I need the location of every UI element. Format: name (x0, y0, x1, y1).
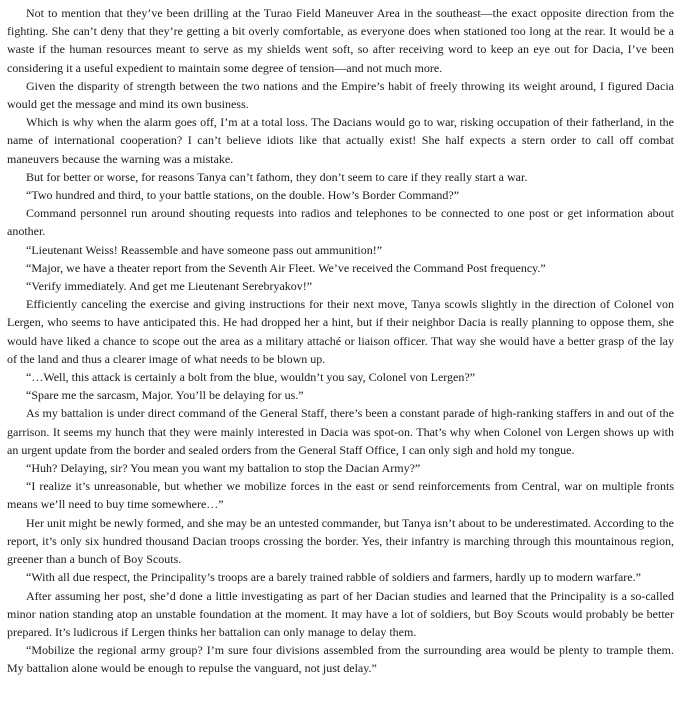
paragraph: Efficiently canceling the exercise and giving instructions for their next move, Tanya scowls slightly in the direction of Colonel von Lergen, who seems to have anticipated this. He had dropped her a hint, but if their neighbor Dacia is really planning to oppose them, she would have liked a chance to scope out the area as a military attaché or liaison officer. That way she would have a better grasp of the lay of the land and thus a clearer image of what needs to be blown up. (7, 297, 674, 366)
paragraph: Command personnel run around shouting requests into radios and telephones to be connected to one post or get information about another. (7, 206, 674, 239)
paragraph: “Major, we have a theater report from the Seventh Air Fleet. We’ve received the Command Post frequency.” (26, 260, 546, 275)
paragraph: “Spare me the sarcasm, Major. You’ll be delaying for us.” (26, 388, 304, 403)
paragraph: “Mobilize the regional army group? I’m sure four divisions assembled from the surrounding area would be plenty to trample them. My battalion alone would be enough to repulse the vanguard, not just delay.” (7, 643, 674, 676)
paragraph: “…Well, this attack is certainly a bolt from the blue, wouldn’t you say, Colonel von Lergen?” (26, 370, 476, 385)
paragraph: “Two hundred and third, to your battle stations, on the double. How’s Border Command?” (26, 188, 460, 203)
paragraph: Given the disparity of strength between the two nations and the Empire’s habit of freely throwing its weight around, I figured Dacia would get the message and mind its own business. (7, 78, 674, 112)
paragraph: “Verify immediately. And get me Lieutenant Serebryakov!” (26, 279, 313, 294)
paragraph: “I realize it’s unreasonable, but whether we mobilize forces in the east or send reinforcements from Central, war on multiple fronts means we’ll need to buy time somewhere…” (7, 479, 674, 512)
paragraph: “Huh? Delaying, sir? You mean you want my battalion to stop the Dacian Army?” (26, 461, 421, 476)
paragraph: Not to mention that they’ve been drilling at the Turao Field Maneuver Area in the southeast—the exact opposite direction from the fighting. She can’t deny that they’re getting a bit overly comfortable, as everyone does when stationed too long at the rear. It would be a waste if the human resources meant to serve as my shields went soft, so after receiving word to keep an eye out for Dacia, I’ve been considering it a useful expedient to maintain some degree of tension—and not much more. (7, 6, 674, 75)
paragraph: After assuming her post, she’d done a little investigating as part of her Dacian studies and learned that the Principality is a so-called minor nation standing atop an unstable foundation at the moment. It may have a lot of soldiers, but Boy Scouts would probably be better prepared. It’s ludicrous if Lergen thinks her battalion can only manage to delay them. (7, 588, 674, 639)
paragraph: But for better or worse, for reasons Tanya can’t fathom, they don’t seem to care if they really start a war. (26, 169, 528, 184)
paragraph: Her unit might be newly formed, and she may be an untested commander, but Tanya isn’t about to be underestimated. According to the report, it’s only six hundred thousand Dacian troops crossing the border. Yes, their infantry is marching through this mountainous region, greener than a bunch of Boy Scouts. (7, 515, 674, 567)
paragraph: Which is why when the alarm goes off, I’m at a total loss. The Dacians would go to war, risking occupation of their fatherland, in the name of international cooperation? I can’t believe idiots like that actually exist! She half expects a stern order to call off combat maneuvers because the warning was a mistake. (7, 115, 674, 166)
paragraph: “With all due respect, the Principality’s troops are a barely trained rabble of soldiers and farmers, hardly up to modern warfare.” (26, 570, 641, 585)
paragraph: “Lieutenant Weiss! Reassemble and have someone pass out ammunition!” (26, 242, 383, 257)
paragraph: As my battalion is under direct command of the General Staff, there’s been a constant parade of high-ranking staffers in and out of the garrison. It seems my hunch that they were mainly interested in Dacia was spot-on. That’s why when Colonel von Lergen shows up with an urgent update from the border and sealed orders from the General Staff Office, I can only sigh and hold my tongue. (7, 406, 674, 457)
